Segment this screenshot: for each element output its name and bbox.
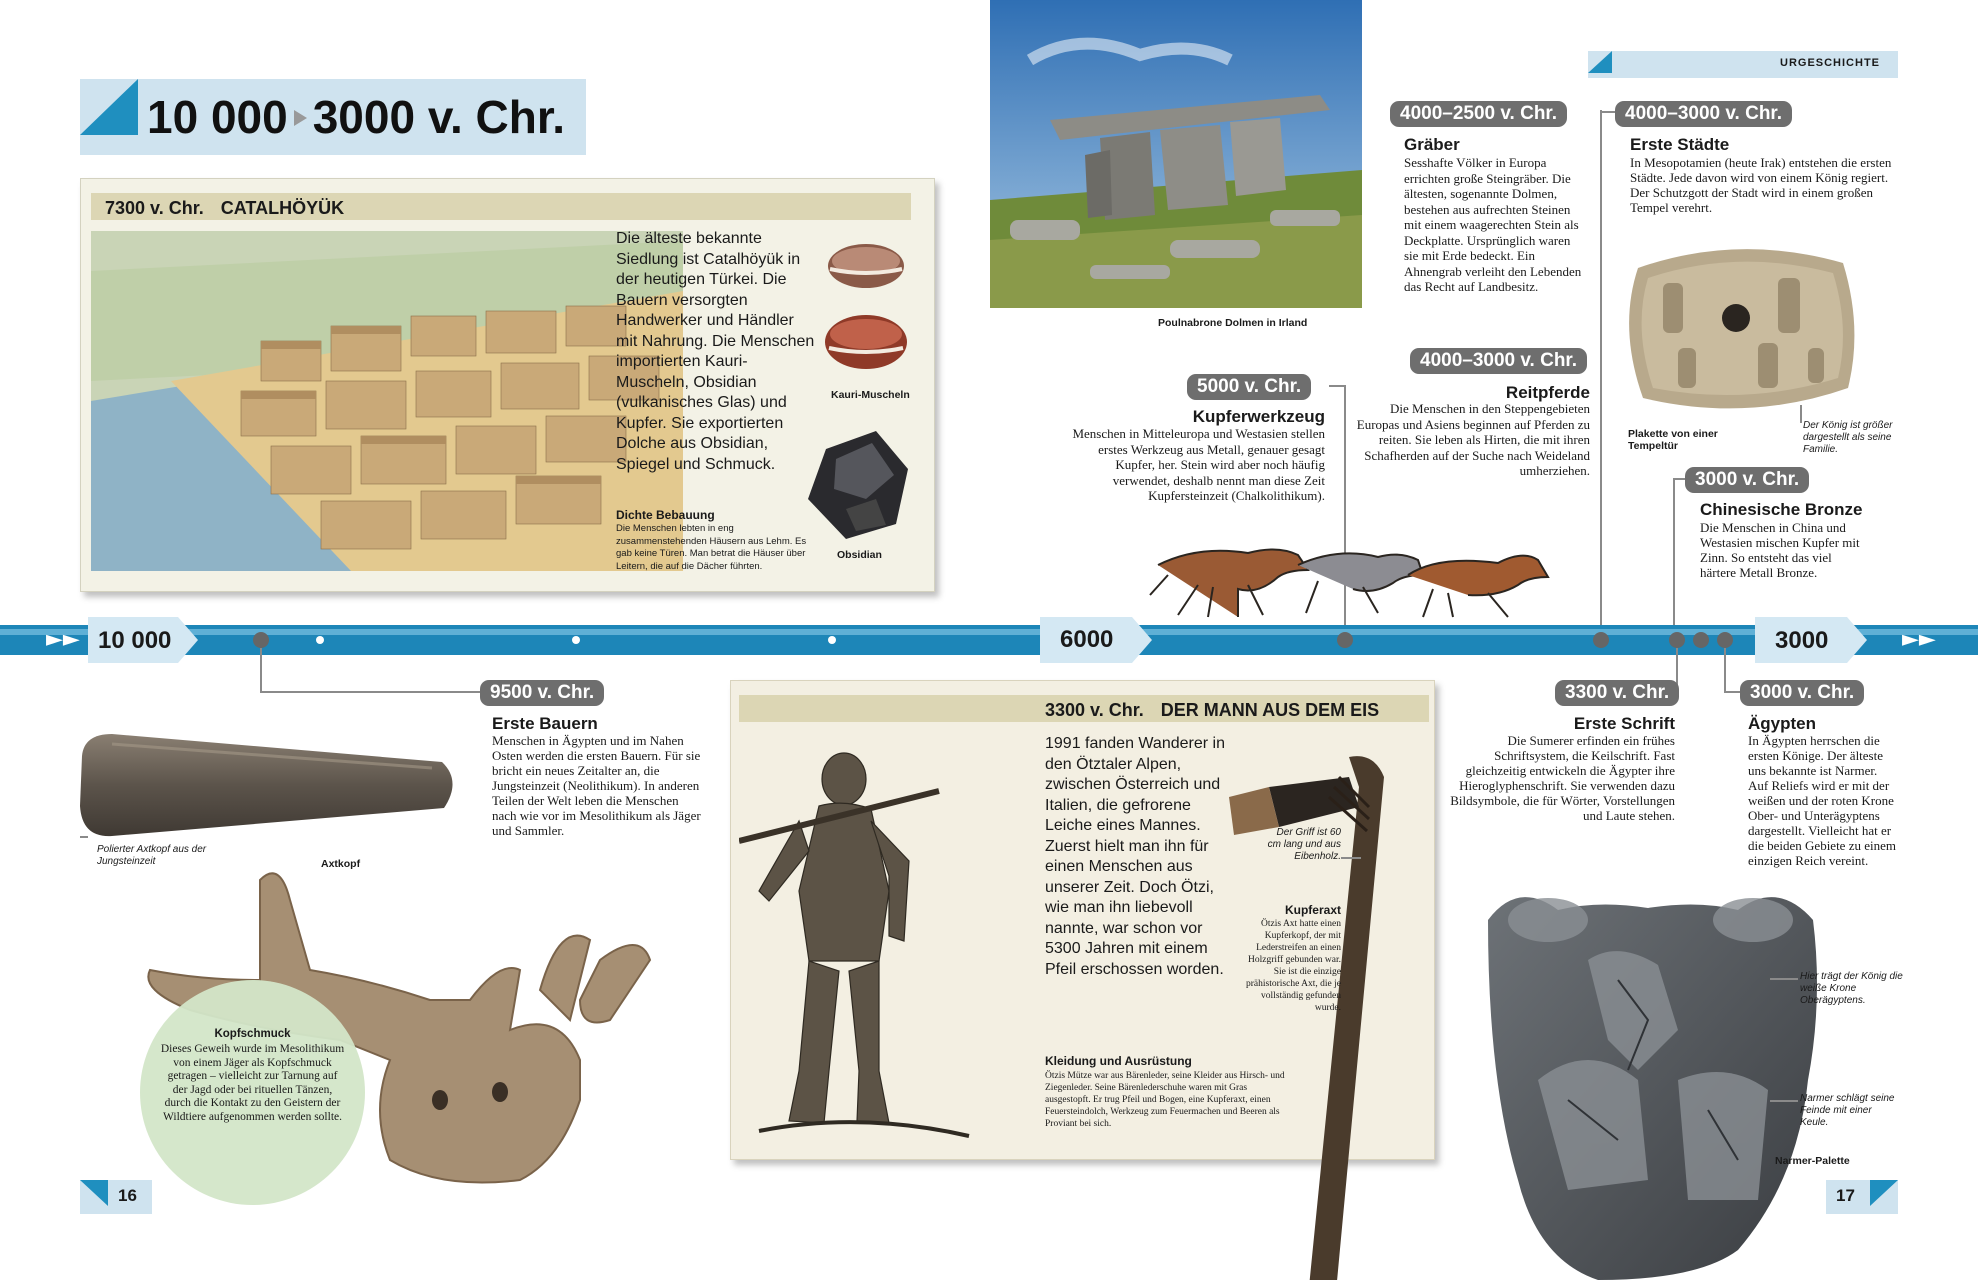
oetzi-header-text <box>1045 700 1379 721</box>
graeber-date-badge: 4000–2500 v. Chr. <box>1390 101 1567 127</box>
kupfer-leader-tick <box>1329 385 1345 387</box>
aegypten-date-badge: 3000 v. Chr. <box>1740 680 1864 706</box>
bauern-leader-tick <box>260 691 480 693</box>
kauri-shell-image-2 <box>823 312 909 372</box>
title-from: 10 000 <box>147 91 288 143</box>
schrift-title: Erste Schrift <box>1573 714 1675 733</box>
section-tag-triangle <box>1588 51 1612 73</box>
dolmen-caption: Poulnabrone Dolmen in Irland <box>1158 317 1308 329</box>
page-number-left: 16 <box>118 1186 137 1205</box>
aegypten-title: Ägypten <box>1748 714 1816 733</box>
timeline-label-start: 10 000 <box>98 627 172 654</box>
graeber-title: Gräber <box>1404 135 1460 154</box>
kopfschmuck-body: Dieses Geweih wurde im Mesolithikum von einem Jäger als Kopfschmuck getragen – vielleicht zur Tarnung auf der Jagd oder bei rituellen Tänzen, durch die Kontakt zu den Geistern der Wildtiere aufgenommen werden sollte. <box>160 1043 345 1123</box>
bronze-leader-line <box>1673 478 1675 637</box>
kauri-caption: Kauri-Muscheln <box>831 389 910 401</box>
plaque-note-line <box>1800 405 1802 423</box>
page-number-right-triangle <box>1870 1180 1898 1206</box>
grip-note-line <box>1341 857 1361 859</box>
timeline-start-arrows-icon: ►► <box>46 627 80 652</box>
timeline-label-mid: 6000 <box>1060 626 1114 653</box>
axe-note-line <box>80 836 88 838</box>
obsidian-image <box>806 429 911 541</box>
copper-axe-body: Ötzis Axt hatte einen Kupferkopf, der mit Lederstreifen an einen Holzgriff gebunden war. Sie ist die einzige prähistorische Axt, die je vollständig gefunden wurde. <box>1246 919 1341 1013</box>
catalhoyuk-header-text <box>105 198 344 219</box>
narmer-palette-image <box>1478 880 1823 1280</box>
dense-body: Die Menschen lebten in eng zusammenstehenden Häusern aus Lehm. Es gab keine Türen. Man betrat die Häuser über Leitern, die auf die Dächer führten. <box>616 523 807 572</box>
timeline-dot-3200 <box>1693 632 1709 648</box>
timeline-tick-9000 <box>316 636 324 644</box>
axe-caption: Axtkopf <box>321 858 361 870</box>
bauern-date-badge: 9500 v. Chr. <box>480 680 604 706</box>
obsidian-caption: Obsidian <box>837 549 882 561</box>
page-number-right: 17 <box>1836 1186 1855 1205</box>
kopfschmuck-title: Kopfschmuck <box>214 1028 291 1040</box>
staedte-leader-tick <box>1600 111 1615 113</box>
plaque-caption: Plakette von einer Tempeltür <box>1628 428 1718 452</box>
oetzi-heading: DER MANN AUS DEM EIS <box>1160 700 1380 720</box>
bauern-title: Erste Bauern <box>492 714 598 733</box>
gear-body: Ötzis Mütze war aus Bärenleder, seine Kleider aus Hirsch- und Ziegenleder. Seine Bärenlederschuhe waren mit Gras ausgestopft. Er trug Pfeil und Bogen, eine Kupferaxt, einen Feuersteindolch, Werkzeug zum Feuermachen und Beeren als Proviant bei sich. <box>1045 1071 1285 1129</box>
grip-note: Der Griff ist 60 cm lang und aus Eibenholz. <box>1267 827 1341 862</box>
reitpferde-body: Die Menschen in den Steppengebieten Europas und Asiens beginnen auf Pferden zu reiten. Sie leben als Hirten, die mit ihren Schafherden auf der Suche nach Weideland umherziehen. <box>1356 401 1590 478</box>
title-arrow-icon <box>294 110 307 126</box>
kauri-shell-image-1 <box>826 241 906 291</box>
schrift-body: Die Sumerer erfinden ein frühes Schriftsystem, die Keilschrift. Fast gleichzeitig entwickeln die Ägypter ihre Hieroglyphenschrift. Sie verwenden dazu Bildsymbole, die für Wörter, Vorstellungen und Laute stehen. <box>1450 733 1675 823</box>
staedte-leader-line <box>1600 110 1602 637</box>
copper-axe-title: Kupferaxt <box>1284 903 1341 917</box>
bronze-body: Die Menschen in China und Westasien mischen Kupfer mit Zinn. So entsteht das viel härtere Metall Bronze. <box>1700 520 1860 580</box>
oetzi-date: 3300 v. Chr. <box>1045 700 1144 720</box>
catalhoyuk-date: 7300 v. Chr. <box>105 198 204 218</box>
title-corner-triangle <box>80 79 138 135</box>
page-number-left-triangle <box>80 1180 108 1206</box>
temple-plaque-image <box>1618 238 1858 420</box>
narmer-note2-line <box>1770 1100 1798 1102</box>
dense-title: Dichte Bebauung <box>616 508 715 522</box>
catalhoyuk-body: Die älteste bekannte Siedlung ist Catalhöyük in der heutigen Türkei. Die Bauern versorgten Handwerker und Händler mit Nahrung. Die Menschen importierten Kauri-Muscheln, Obsidian (vulkanisches Glas) und Kupfer. Sie exportierten Dolche aus Obsidian, Spiegel und Schmuck. <box>616 230 815 473</box>
horse-cave-painting <box>1138 525 1550 625</box>
timeline-end-arrows-icon: ►► <box>1902 627 1936 652</box>
kupfer-body: Menschen in Mitteleuropa und Westasien stellen erstes Werkzeug aus Metall, genauer gesagt Kupfer, her. Stein wird aber noch häufig verwendet, deshalb nennt man diese Zeit Kupfersteinzeit (Chalkolithikum). <box>1072 426 1325 503</box>
timeline-dot-3000 <box>1717 632 1733 648</box>
aegypten-body: In Ägypten herrschen die ersten Könige. Der älteste uns bekannte ist Narmer. Auf Reliefs wird er mit der weißen und der roten Krone Ober- und Unterägyptens dargestellt. Vielleicht hat er die beiden Gebiete zu einem einzigen Reich vereint. <box>1748 733 1896 868</box>
narmer-note2: Narmer schlägt seine Feinde mit einer Keule. <box>1800 1093 1895 1128</box>
bronze-date-badge: 3000 v. Chr. <box>1685 467 1809 493</box>
graeber-body: Sesshafte Völker in Europa errichten große Steingräber. Die ältesten, sogenannte Dolmen, bestehen aus aufrechten Steinen mit einem waagerechten Stein als Deckplatte. Ursprünglich waren sie mit Erde bedeckt. Ein Ahnengrab verleiht den Lebenden das Recht auf Landbesitz. <box>1404 155 1582 294</box>
bronze-leader-tick <box>1673 478 1685 480</box>
timeline-dot-3300 <box>1669 632 1685 648</box>
axe-head-image <box>72 726 462 846</box>
catalhoyuk-heading: CATALHÖYÜK <box>220 198 345 218</box>
gear-title: Kleidung und Ausrüstung <box>1045 1054 1192 1068</box>
timeline-dot-9500 <box>253 632 269 648</box>
reitpferde-date-badge: 4000–3000 v. Chr. <box>1410 348 1587 374</box>
timeline-tick-7000 <box>828 636 836 644</box>
axe-note: Polierter Axtkopf aus der Jungsteinzeit <box>97 844 207 867</box>
timeline-tick-8000 <box>572 636 580 644</box>
timeline-dot-5000 <box>1337 632 1353 648</box>
schrift-date-badge: 3300 v. Chr. <box>1555 680 1679 706</box>
bronze-title: Chinesische Bronze <box>1700 500 1863 519</box>
staedte-title: Erste Städte <box>1630 135 1730 154</box>
catalhoyuk-box <box>80 178 935 592</box>
dolmen-photo <box>990 0 1362 308</box>
kupfer-date-badge: 5000 v. Chr. <box>1187 374 1311 400</box>
staedte-body: In Mesopotamien (heute Irak) entstehen die ersten Städte. Jede davon wird von einem König regiert. Der Schutzgott der Stadt wird in einem großen Tempel verehrt. <box>1630 155 1892 215</box>
oetzi-box <box>730 680 1435 1160</box>
narmer-caption: Narmer-Palette <box>1775 1155 1850 1167</box>
narmer-note1: Hier trägt der König die weiße Krone Oberägyptens. <box>1800 971 1903 1006</box>
catalhoyuk-settlement-illustration <box>91 231 683 571</box>
bauern-leader-line <box>260 648 262 692</box>
timeline-label-end: 3000 <box>1775 627 1829 654</box>
narmer-note1-line <box>1770 978 1798 980</box>
page-title <box>147 92 565 142</box>
reitpferde-title: Reitpferde <box>1505 383 1590 402</box>
staedte-date-badge: 4000–3000 v. Chr. <box>1615 101 1792 127</box>
kupfer-title: Kupferwerkzeug <box>1192 407 1325 426</box>
plaque-note: Der König ist größer dargestellt als seine Familie. <box>1803 420 1893 455</box>
timeline-dot-4000 <box>1593 632 1609 648</box>
aegypten-leader-line <box>1724 648 1726 692</box>
oetzi-illustration <box>739 751 979 1151</box>
bauern-body: Menschen in Ägypten und im Nahen Osten werden die ersten Bauern. Für sie bricht ein neues Zeitalter an, die Jungsteinzeit (Neolithikum). In anderen Teilen der Welt leben die Menschen nach wie vor im Mesolithikum als Jäger und Sammler. <box>492 733 701 838</box>
title-to: 3000 v. Chr. <box>312 91 566 143</box>
section-tag: URGESCHICHTE <box>1780 57 1881 69</box>
oetzi-body: 1991 fanden Wanderer in den Ötztaler Alpen, zwischen Österreich und Italien, die gefrorene Leiche eines Mannes. Zuerst hielt man ihn für einen Menschen aus unserer Zeit. Doch Ötzi, wie man ihn liebevoll nannte, war schon vor 5300 Jahren mit einem Pfeil erschossen worden. <box>1045 735 1225 978</box>
